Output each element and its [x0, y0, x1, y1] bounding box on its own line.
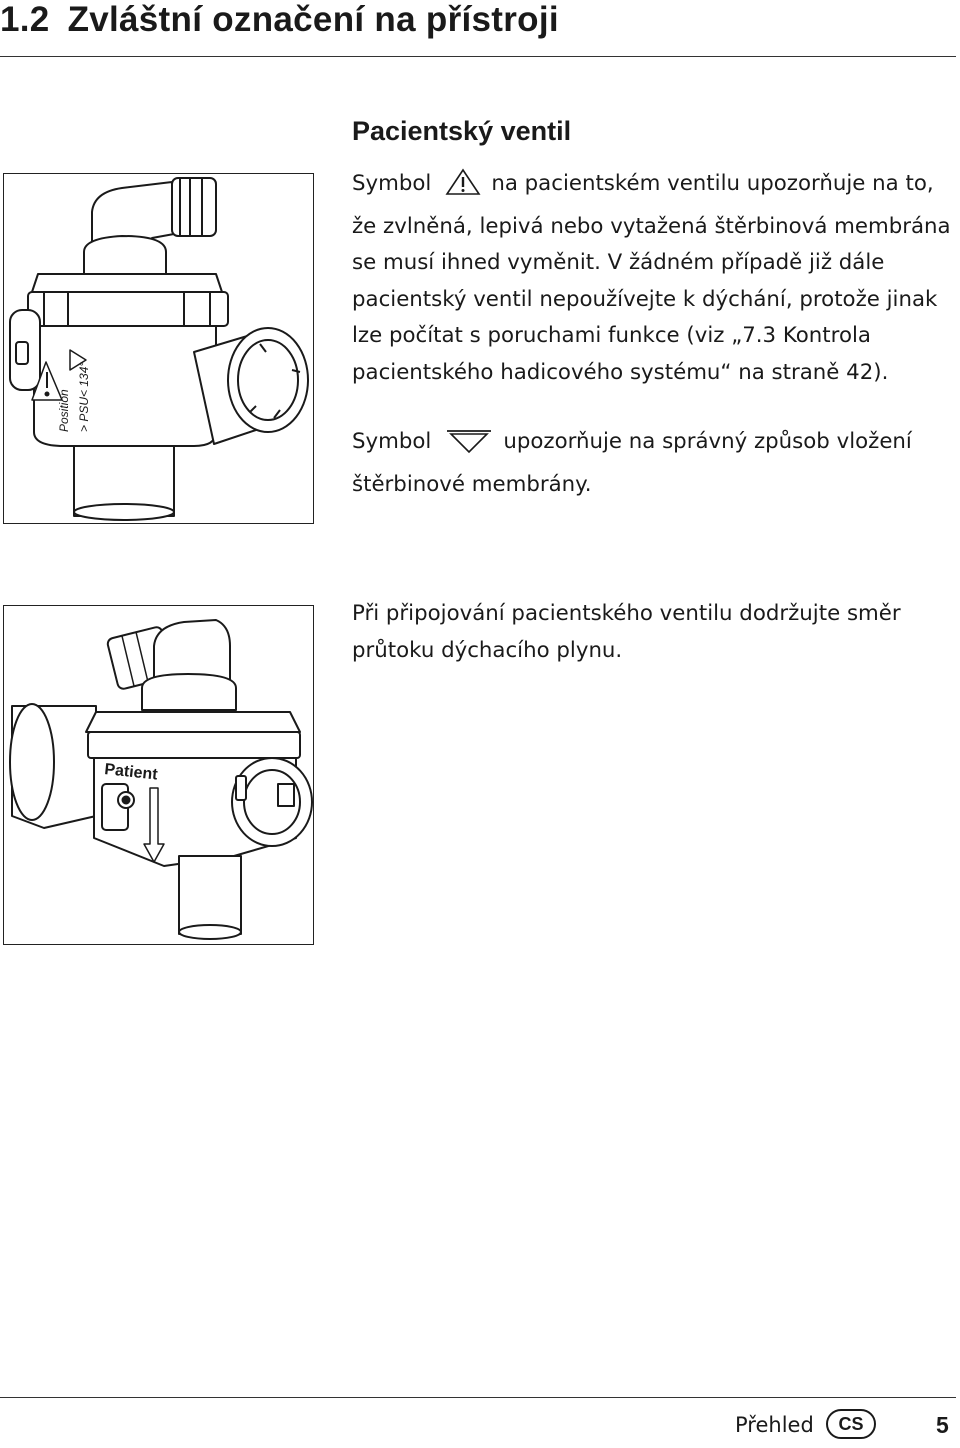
header-rule	[0, 56, 956, 57]
label-position: Position	[57, 389, 71, 432]
figure-valve-front	[3, 173, 314, 524]
paragraph-flow-direction: Při připojování pacientského ventilu dodržujte směr průtoku dýchacího plynu.	[352, 601, 901, 663]
inverted-triangle-icon	[445, 428, 493, 467]
footer-section-label: Přehled	[735, 1413, 814, 1437]
valve-side-illustration	[4, 606, 315, 946]
subheading-patient-valve: Pacientský ventil	[352, 116, 572, 146]
warning-triangle-icon	[445, 168, 481, 209]
paragraph-warning-symbol	[352, 166, 952, 391]
valve-front-illustration	[4, 174, 315, 525]
symbol-word: Symbol	[352, 429, 432, 454]
section-number: 1.2	[0, 0, 50, 39]
section-title: Zvláštní označení na přístroji	[67, 0, 559, 39]
language-badge: CS	[826, 1409, 876, 1439]
label-patient: Patient	[103, 761, 159, 784]
label-psu: > PSU< 134°	[77, 361, 91, 432]
symbol-word: Symbol	[352, 171, 432, 196]
paragraph-warning-text: na pacientském ventilu upozorňuje na to, že zvlněná, lepivá nebo vytažená štěrbinová membrána se musí ihned vyměnit. V žádném případě již dále pacientský ventil nepoužívejte k dýchání, protože jinak lze počítat s poruchami funkce (viz „7.3 Kontrola pacientského hadicového systému“ na straně 42).	[352, 171, 951, 385]
footer-rule	[0, 1397, 956, 1398]
page-number: 5	[936, 1412, 949, 1438]
paragraph-insertion-text: upozorňuje na správný způsob vložení štěrbinové membrány.	[352, 429, 912, 497]
section-heading	[0, 0, 559, 40]
figure-valve-side	[3, 605, 314, 945]
paragraph-insertion-symbol	[352, 424, 952, 503]
